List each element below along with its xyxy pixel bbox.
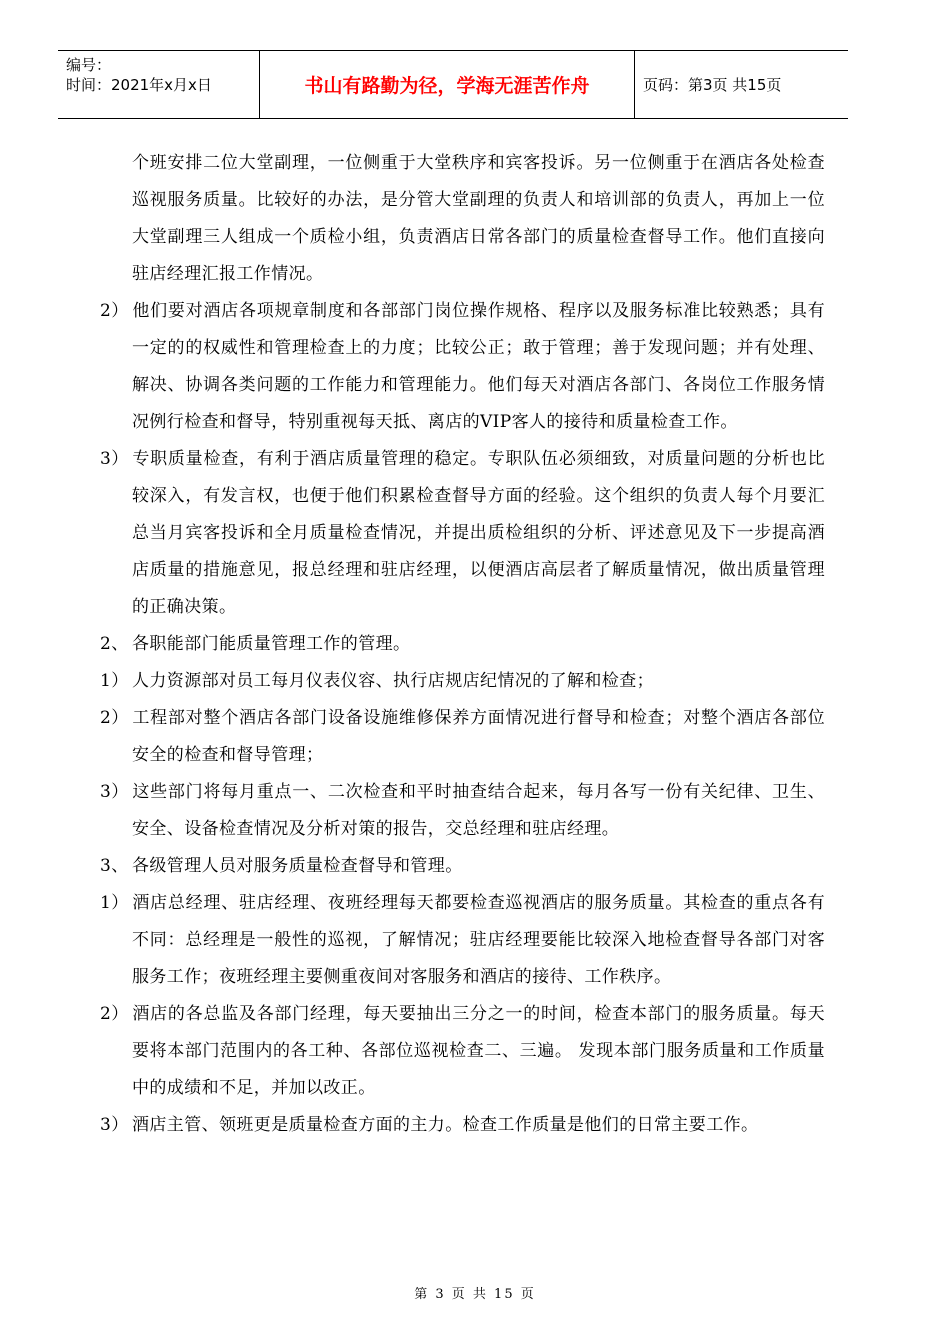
paragraph-text: 各级管理人员对服务质量检查督导和管理。: [132, 856, 463, 876]
paragraph-text: 他们要对酒店各项规章制度和各部部门岗位操作规格、程序以及服务标准比较熟悉；具有一定的的权威性和管理检查上的力度；比较公正；敢于管理；善于发现问题；并有处理、解决、协调各类问题的工作能力和管理能力。他们每天对酒店各部门、各岗位工作服务情况例行检查和督导，特别重视每天抵、离店的VIP客人的接待和质量检查工作。: [132, 301, 825, 432]
paragraph-number: 3）: [100, 782, 129, 802]
document-number-label: 编号：: [66, 56, 112, 74]
paragraph-number: 3）: [100, 1115, 129, 1135]
paragraph-number: 2）: [100, 301, 129, 321]
paragraph-text: 酒店主管、领班更是质量检查方面的主力。检查工作质量是他们的日常主要工作。: [132, 1115, 759, 1135]
body-paragraph: [100, 626, 825, 663]
document-time-label: 时间：2021年x月x日: [66, 76, 212, 94]
paragraph-number: 1）: [100, 671, 129, 691]
body-paragraph: [100, 885, 825, 996]
paragraph-text: 工程部对整个酒店各部门设备设施维修保养方面情况进行督导和检查；对整个酒店各部位安全的检查和督导管理；: [132, 708, 825, 765]
paragraph-number: 3）: [100, 449, 129, 469]
paragraph-text: 酒店总经理、驻店经理、夜班经理每天都要检查巡视酒店的服务质量。其检查的重点各有不同：总经理是一般性的巡视，了解情况；驻店经理要能比较深入地检查督导各部门对客服务工作；夜班经理主要侧重夜间对客服务和酒店的接待、工作秩序。: [132, 893, 825, 987]
body-paragraph: [100, 774, 825, 848]
document-body: [100, 145, 825, 1144]
paragraph-text: 个班安排二位大堂副理，一位侧重于大堂秩序和宾客投诉。另一位侧重于在酒店各处检查巡视服务质量。比较好的办法，是分管大堂副理的负责人和培训部的负责人，再加上一位大堂副理三人组成一个质检小组，负责酒店日常各部门的质量检查督导工作。他们直接向驻店经理汇报工作情况。: [132, 153, 825, 284]
body-paragraph: [100, 848, 825, 885]
footer-page-number: 第 3 页 共 15 页: [414, 1287, 536, 1302]
body-paragraph: [100, 293, 825, 441]
paragraph-text: 酒店的各总监及各部门经理，每天要抽出三分之一的时间，检查本部门的服务质量。每天要将本部门范围内的各工种、各部位巡视检查二、三遍。 发现本部门服务质量和工作质量中的成绩和不足，并加以改正。: [132, 1004, 825, 1098]
paragraph-number: 2、: [100, 634, 129, 654]
header-page-label: 页码：第3页 共15页: [643, 76, 782, 94]
paragraph-text: 人力资源部对员工每月仪表仪容、执行店规店纪情况的了解和检查；: [132, 671, 654, 691]
paragraph-number: 1）: [100, 893, 129, 913]
paragraph-text: 这些部门将每月重点一、二次检查和平时抽查结合起来，每月各写一份有关纪律、卫生、安全、设备检查情况及分析对策的报告，交总经理和驻店经理。: [132, 782, 825, 839]
body-paragraph: [100, 996, 825, 1107]
page-footer: [0, 1283, 950, 1302]
paragraph-number: 3、: [100, 856, 129, 876]
body-paragraph: [100, 663, 825, 700]
page-header: [58, 50, 848, 119]
header-motto: 书山有路勤为径，学海无涯苦作舟: [259, 51, 635, 118]
body-paragraph: [100, 441, 825, 626]
paragraph-number: 2）: [100, 708, 129, 728]
paragraph-text: 专职质量检查，有利于酒店质量管理的稳定。专职队伍必须细致，对质量问题的分析也比较深入，有发言权，也便于他们积累检查督导方面的经验。这个组织的负责人每个月要汇总当月宾客投诉和全月质量检查情况，并提出质检组织的分析、评述意见及下一步提高酒店质量的措施意见，报总经理和驻店经理，以便酒店高层者了解质量情况，做出质量管理的正确决策。: [132, 449, 825, 617]
body-paragraph: [100, 145, 825, 293]
paragraph-text: 各职能部门能质量管理工作的管理。: [132, 634, 411, 654]
body-paragraph: [100, 1107, 825, 1144]
paragraph-number: 2）: [100, 1004, 129, 1024]
header-meta: [66, 55, 212, 95]
body-paragraph: [100, 700, 825, 774]
